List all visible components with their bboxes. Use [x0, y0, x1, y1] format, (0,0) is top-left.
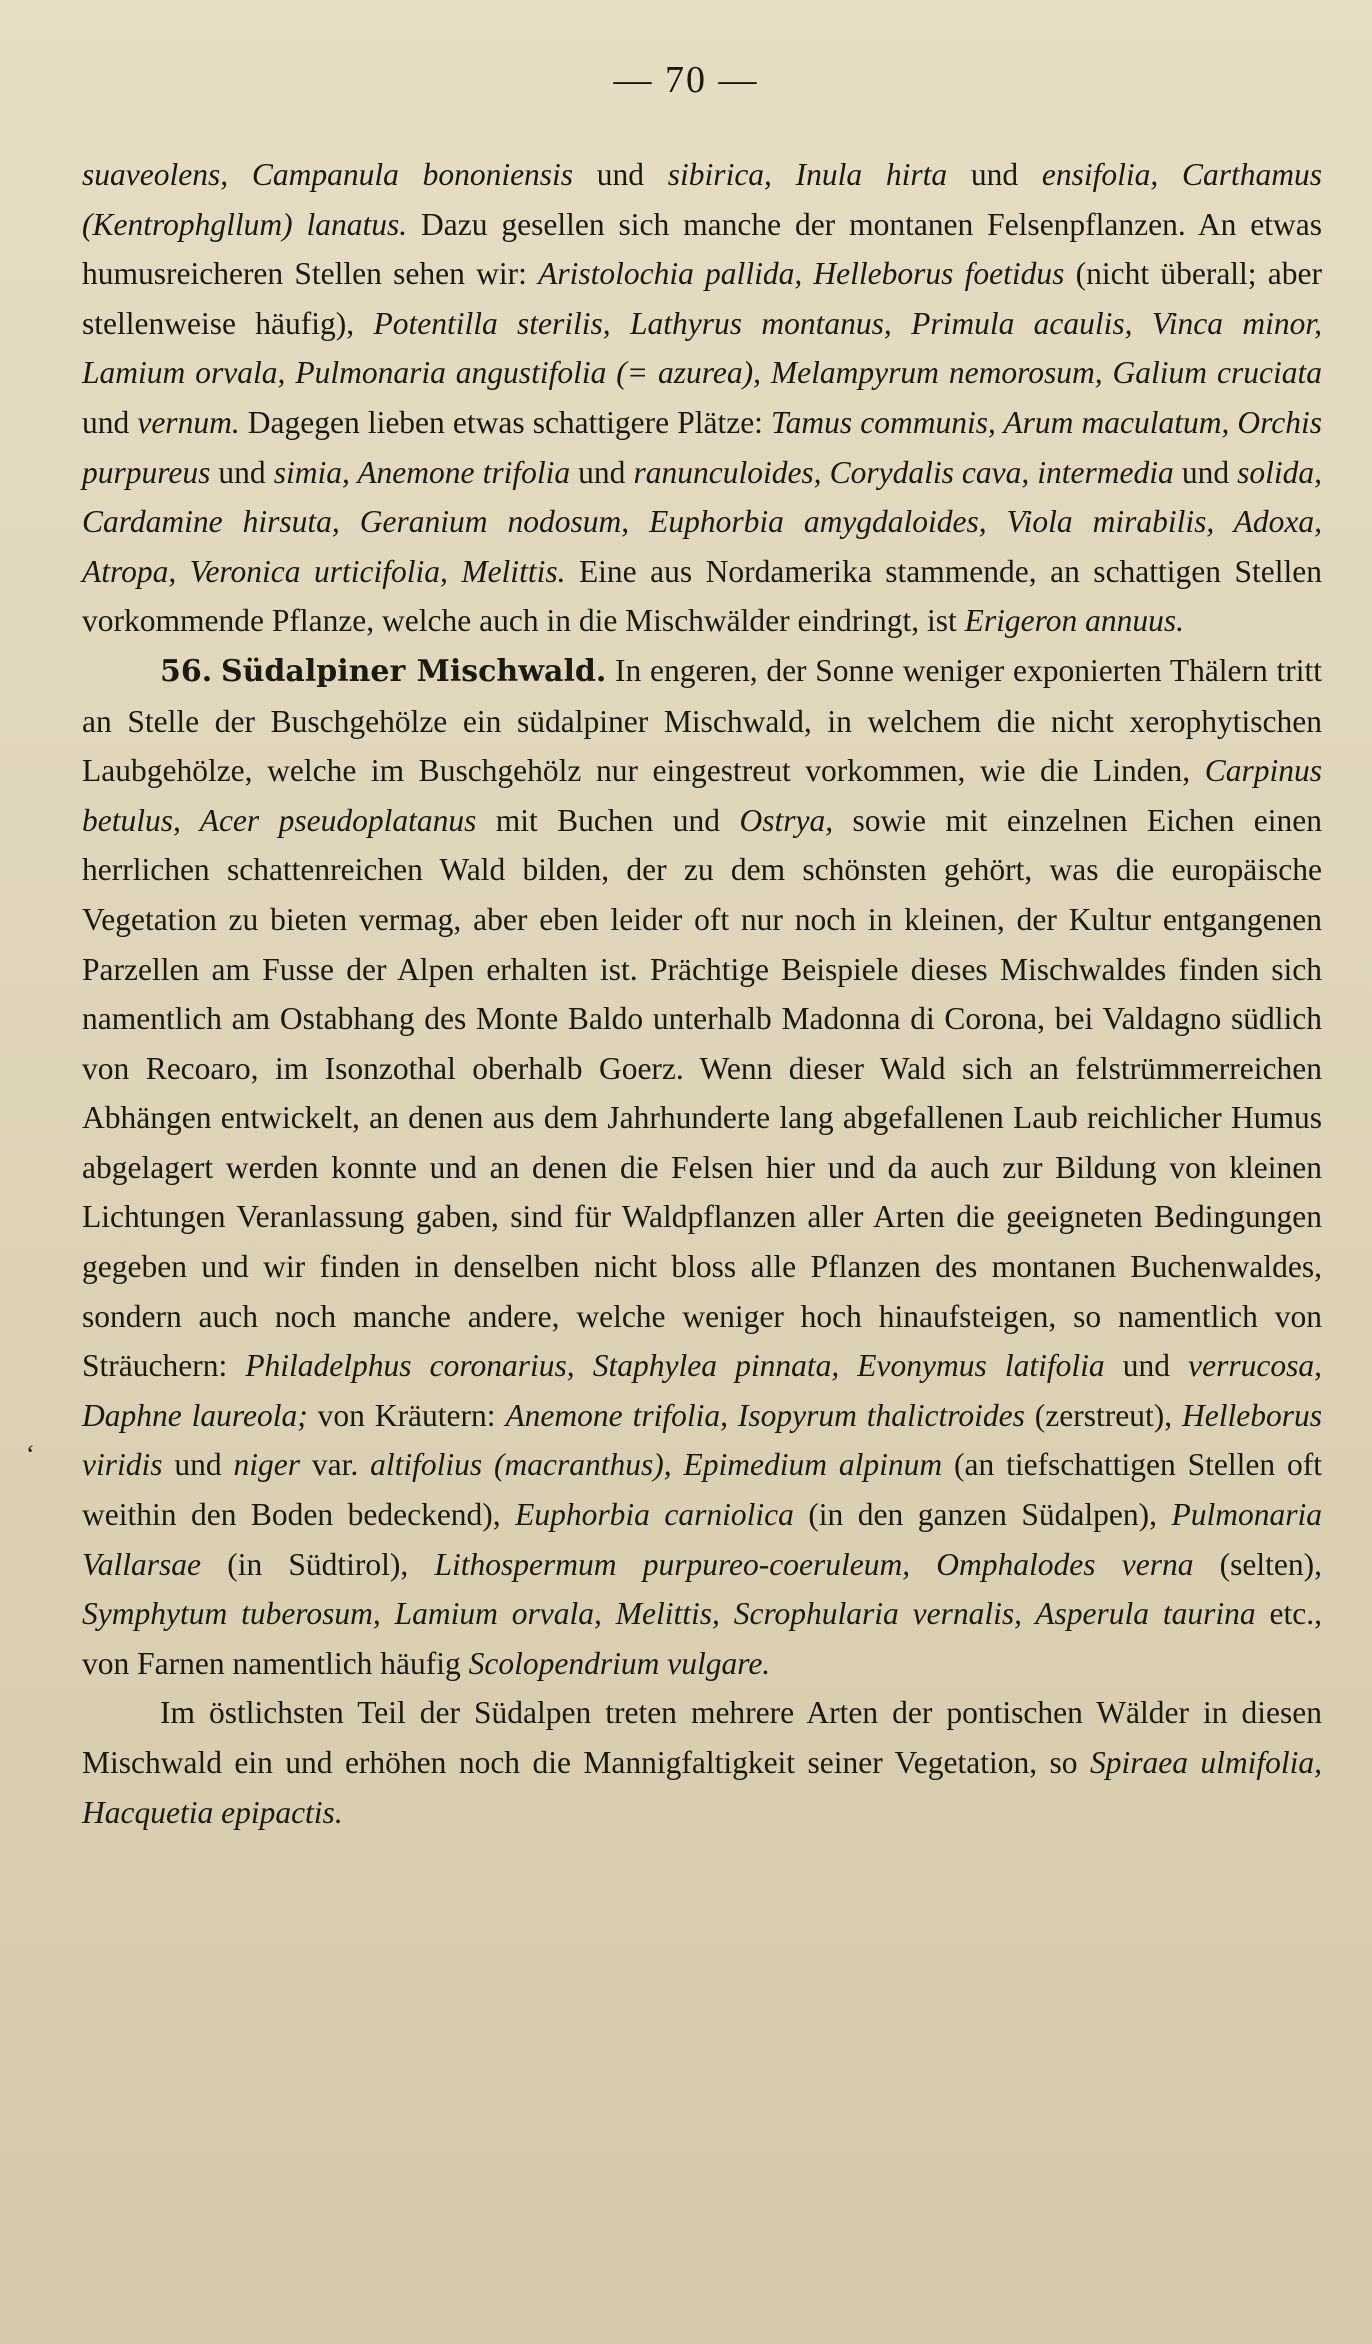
page-number: — 70 — [613, 59, 759, 101]
body-text-run: und [210, 454, 274, 490]
species-text: niger [233, 1447, 301, 1483]
species-text: ensifolia, Carthamus (Kentrophgllum) lanatus. [82, 157, 1323, 242]
body-text [82, 150, 1322, 1837]
species-text: simia, Anemone trifolia [273, 454, 571, 490]
species-text: Anemone trifolia, Isopyrum thalictroides [505, 1397, 1025, 1433]
species-text: sibirica, Inula hirta [667, 157, 948, 192]
species-text: Ostrya, [739, 802, 834, 838]
species-text: Carpinus betulus, Acer pseudoplatanus [82, 753, 1322, 838]
body-text-run: Eine aus Nordamerika stammende, an schattigen Stellen vorkommende Pflanze, welche auch in die Mischwälder eindringt, ist [82, 553, 1322, 639]
body-text-run: und [1173, 454, 1238, 490]
section-number: 56. [160, 653, 213, 689]
body-text-run: etc., von Farnen namentlich häufig [82, 1596, 1322, 1681]
body-text-run: (zerstreut), [1024, 1397, 1182, 1433]
species-text: Tamus communis, Arum maculatum, Orchis purpureus [82, 404, 1322, 490]
section-heading: Südalpiner Mischwald. [220, 653, 607, 689]
species-text: altifolius (macranthus), Epimedium alpinum [370, 1447, 943, 1483]
body-text-run: Dagegen lieben etwas schattigere Plätze: [239, 404, 772, 440]
paragraph-continued [82, 150, 1322, 646]
species-text: Pulmonaria Vallarsae [82, 1497, 1322, 1582]
species-text: Euphorbia carniolica [515, 1497, 794, 1533]
body-text-run: von Kräutern: [307, 1397, 506, 1433]
species-text: Spiraea ulmifolia, Hacquetia epipactis. [82, 1745, 1322, 1830]
species-text: Philadelphus coronarius, Staphylea pinnata, Evonymus latifolia [245, 1348, 1105, 1384]
species-text: Symphytum tuberosum, Lamium orvala, Melittis, Scrophularia vernalis, Asperula taurina [82, 1596, 1256, 1632]
species-text: solida, Cardamine hirsuta, Geranium nodosum, Euphorbia amygdaloides, Viola mirabilis, Adoxa, Atropa, Veronica urticifolia, Melittis. [82, 454, 1323, 589]
body-text-run: (nicht überall; aber stellenweise häufig), [82, 256, 1323, 341]
body-text-run: und [947, 157, 1042, 192]
body-text-run: und [162, 1447, 234, 1483]
species-text: suaveolens, Campanula bononiensis [82, 157, 574, 192]
species-text: ranunculoides, Corydalis cava, intermedia [633, 454, 1174, 490]
margin-mark: ‘ [26, 1440, 35, 1469]
body-text-run: Dazu gesellen sich manche der montanen Felsenpflanzen. An etwas humusreicheren Stellen sehen wir: [82, 206, 1323, 292]
species-text: Potentilla sterilis, Lathyrus montanus, Primula acaulis, Vinca minor, Lamium orvala, Pulmonaria angustifolia (= azurea), Melampyrum nemorosum, Galium cruciata [82, 305, 1322, 391]
species-text: Aristolochia pallida, Helleborus foetidus [538, 256, 1065, 292]
body-text-run: (an tiefschattigen Stellen oft weithin den Boden bedeckend), [82, 1447, 1322, 1533]
body-text-run: sowie mit einzelnen Eichen einen herrlichen schattenreichen Wald bilden, der zu dem schönsten gehört, was die europäische Vegetation zu bieten vermag, aber eben leider oft nur noch in kleinen, der Kultur entgangenen Parzellen am Fusse der Alpen erhalten ist. Prächtige Beispiele dieses Mischwaldes finden sich namentlich am Ostabhang des Monte Baldo unterhalb Madonna di Corona, bei Valdagno südlich von Recoaro, im Isonzothal oberhalb Goerz. Wenn dieser Wald sich an felstrümmerreichen Abhängen entwickelt, an denen aus dem Jahrhunderte lang abgefallenen Laub reichlicher Humus abgelagert werden konnte und an denen die Felsen hier und da auch zur Bildung von kleinen Lichtungen Veranlassung gaben, sind für Waldpflanzen aller Arten die geeigneten Bedingungen gegeben und wir finden in denselben nicht bloss alle Pflanzen des montanen Buchenwaldes, sondern auch noch manche andere, welche weniger hoch hinaufsteigen, so namentlich von Sträuchern: [82, 802, 1323, 1384]
body-text-run: (in den ganzen Südalpen), [793, 1497, 1172, 1533]
section-56-paragraph [82, 646, 1322, 1688]
closing-paragraph [82, 1688, 1322, 1837]
body-text-run: In engeren, der Sonne weniger exponierten Thälern tritt an Stelle der Buschgehölze ein südalpiner Mischwald, in welchem die nicht xerophytischen Laubgehölze, welche im Buschgehölz nur eingestreut vorkommen, wie die Linden, [82, 652, 1323, 789]
body-text-run: mit Buchen und [476, 802, 740, 838]
body-text-run: (in Südtirol), [201, 1546, 435, 1582]
species-text: Erigeron annuus. [964, 603, 1184, 639]
body-text-run: (selten), [1193, 1546, 1322, 1582]
body-text-run: und [82, 404, 138, 440]
body-text-run: und [570, 454, 634, 490]
body-text-run: und [1104, 1348, 1189, 1384]
body-text-run: Im östlichsten Teil der Südalpen treten mehrere Arten der pontischen Wälder in diesen Mischwald ein und erhöhen noch die Mannigfaltigkeit seiner Vegetation, so [82, 1695, 1322, 1780]
body-text-run: und [573, 157, 668, 192]
species-text: Helleborus viridis [82, 1397, 1322, 1483]
species-text: Scolopendrium vulgare. [468, 1645, 771, 1681]
species-text: vernum. [137, 404, 240, 440]
species-text: Lithospermum purpureo-coeruleum, Omphalodes verna [434, 1546, 1194, 1582]
species-text: verrucosa, Daphne laureola; [82, 1348, 1322, 1433]
body-text-run: var. [300, 1447, 371, 1483]
